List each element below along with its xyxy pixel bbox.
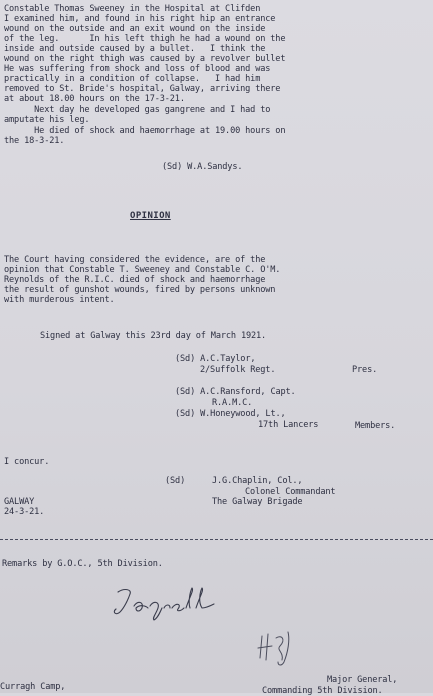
member-regiment: 17th Lancers (258, 420, 319, 430)
concur-title: Colonel Commandant (245, 487, 336, 497)
members-label: Members. (355, 421, 396, 431)
evidence-line: He was suffering from shock and loss of blood and was (4, 64, 271, 74)
witness-signature: (Sd) W.A.Sandys. (162, 162, 243, 172)
evidence-line: He died of shock and haemorrhage at 19.00 hours on (4, 126, 286, 136)
evidence-line: inside and outside caused by a bullet. I think the (4, 44, 266, 54)
footer-location: Curragh Camp, (0, 682, 66, 692)
initials-mark (248, 628, 298, 668)
concur-brigade: The Galway Brigade (212, 497, 303, 507)
opinion-line: with murderous intent. (4, 295, 115, 305)
concur-text: I concur. (4, 457, 50, 467)
evidence-line: practically in a condition of collapse. I had him (4, 74, 261, 84)
opinion-line: Reynolds of the R.I.C. died of shock and haemorrhage (4, 275, 266, 285)
member-regiment: 2/Suffolk Regt. (200, 365, 276, 375)
member-name: (Sd) A.C.Taylor, (175, 354, 256, 364)
signed-line: Signed at Galway this 23rd day of March 1921. (40, 331, 267, 341)
concur-name: J.G.Chaplin, Col., (212, 476, 303, 486)
opinion-heading: OPINION (130, 211, 171, 221)
opinion-line: opinion that Constable T. Sweeney and Constable C. O'M. (4, 265, 281, 275)
evidence-line: wound on the outside and an exit wound on the inside (4, 24, 266, 34)
divider (0, 539, 433, 540)
evidence-line: of the leg. In his left thigh he had a wound on the (4, 34, 286, 44)
evidence-line: removed to St. Bride's hospital, Galway, arriving there (4, 84, 281, 94)
concur-place: GALWAY (4, 497, 35, 507)
member-name: (Sd) W.Honeywood, Lt., (175, 409, 286, 419)
footer-rank: Major General, (327, 675, 398, 685)
evidence-line: the 18-3-21. (4, 136, 65, 146)
concur-date: 24-3-21. (4, 507, 45, 517)
concur-sd: (Sd) (165, 476, 186, 486)
handwritten-signature (110, 582, 220, 622)
evidence-line: I examined him, and found in his right hip an entrance (4, 14, 276, 24)
evidence-line: at about 18.00 hours on the 17-3-21. (4, 94, 185, 104)
footer-command: Commanding 5th Division. (262, 686, 383, 696)
evidence-line: wound on the right thigh was caused by a revolver bullet (4, 54, 286, 64)
remarks-heading: Remarks by G.O.C., 5th Division. (2, 559, 163, 569)
evidence-line: Next day he developed gas gangrene and I had to (4, 105, 271, 115)
opinion-line: the result of gunshot wounds, fired by persons unknown (4, 285, 276, 295)
member-regiment: R.A.M.C. (212, 398, 253, 408)
opinion-line: The Court having considered the evidence, are of the (4, 255, 266, 265)
member-role: Pres. (352, 365, 378, 375)
evidence-line: Constable Thomas Sweeney in the Hospital at Clifden (4, 4, 261, 14)
member-name: (Sd) A.C.Ransford, Capt. (175, 387, 296, 397)
evidence-line: amputate his leg. (4, 115, 90, 125)
